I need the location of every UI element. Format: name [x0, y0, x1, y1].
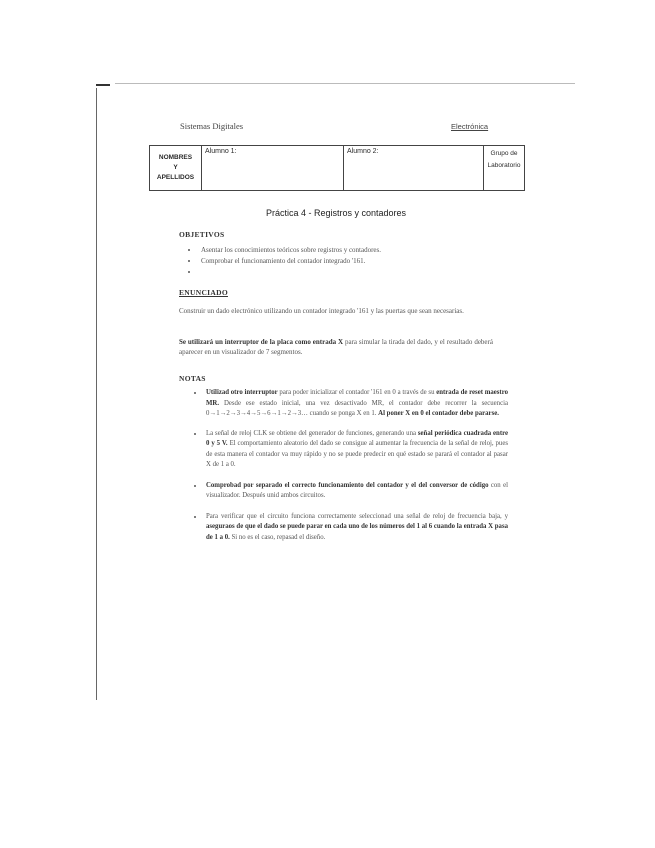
objetivo-item: • Asentar los conocimientos teóricos sobre registros y contadores. — [199, 245, 381, 256]
enunciado-paragraph-2 — [179, 337, 493, 357]
notas-list — [190, 388, 508, 543]
alumno1-label: Alumno 1: — [205, 148, 237, 155]
scan-mark — [96, 84, 110, 86]
nota4-text-c: Si no es el caso, repasad el diseño. — [229, 533, 326, 541]
page-title: Práctica 4 - Registros y contadores — [265, 208, 407, 218]
grupo-label-line1: Grupo de — [490, 150, 518, 157]
header-subject: Sistemas Digitales — [180, 121, 244, 131]
nota2-text-c: El comportamiento aleatorio del dado se consigue al aumentar la frecuencia de la señal de reloj, pues de esta manera el contador va muy rápido y no se puede predecir en qué estado se parará el contador al pasar X de 1 a 0. — [206, 440, 508, 468]
page-edge-line — [96, 88, 97, 700]
header-department: Electrónica — [451, 122, 489, 131]
nota-item-1 — [204, 388, 508, 420]
nota1-text-d: Desde ese estado inicial, una vez desactivado MR, el contador debe recorrer la secuencia 0→1→2→3→4→5→6→1→2→3… cuando se ponga X en 1. — [206, 399, 508, 417]
nota1-text-b: para poder inicializar el contador '161 en 0 a través de su — [277, 389, 437, 396]
nota-item-3 — [204, 481, 508, 502]
nota4-text-a: Para verificar que el circuito funciona correctamente seleccionad una señal de reloj de frecuencia baja, y — [206, 512, 508, 520]
names-label-line1: NOMBRES — [158, 154, 193, 161]
notas-heading: NOTAS — [179, 374, 206, 383]
nota-item-4 — [204, 512, 508, 544]
alumno2-cell[interactable] — [344, 146, 484, 191]
names-label-line3: APELLIDOS — [156, 174, 195, 181]
nota-item-2 — [204, 429, 508, 471]
objetivo-item-empty — [199, 267, 381, 278]
nota3-text-b: con el visualizador. Después unid ambos circuitos. — [206, 481, 508, 499]
objetivos-list — [185, 245, 381, 278]
nota4-bold-b: aseguraos de que el dado se puede parar en cada uno de los números del 1 al 6 cuando la entrada X pasa de 1 a 0. — [206, 523, 508, 541]
enunciado-p2-rest: para simular la tirada del dado, y el resultado deberá aparecer en un visualizador de 7 segmentos. — [179, 338, 493, 356]
nota2-text-a: La señal de reloj CLK se obtiene del generador de funciones, generando una — [206, 429, 418, 437]
page-top-rule — [115, 83, 575, 84]
alumno1-cell[interactable] — [202, 146, 344, 191]
nota1-bold-c: entrada de reset maestro MR. — [206, 389, 508, 407]
grupo-cell[interactable] — [484, 146, 525, 191]
enunciado-p2-bold: Se utilizará un interruptor de la placa como entrada X — [179, 338, 344, 346]
nota1-bold-a: Utilizad otro interruptor — [206, 389, 278, 396]
enunciado-heading: ENUNCIADO — [179, 288, 228, 297]
names-label-cell — [150, 146, 202, 191]
grupo-label-line2: Laboratorio — [487, 162, 521, 169]
names-label-line2: Y — [173, 164, 178, 171]
alumno2-label: Alumno 2: — [347, 148, 379, 155]
student-info-table — [149, 145, 525, 191]
enunciado-paragraph-1: Construir un dado electrónico utilizando un contador integrado '161 y las puertas que sean necesarias. — [179, 307, 464, 315]
objetivos-heading: OBJETIVOS — [179, 230, 225, 239]
nota3-bold-a: Comprobad por separado el correcto funcionamiento del contador y el del conversor de código — [206, 481, 489, 489]
nota1-bold-e: Al poner X en 0 el contador debe pararse. — [378, 410, 499, 417]
nota2-bold-b: señal periódica cuadrada entre 0 y 5 V. — [206, 429, 508, 447]
objetivo-item: • Comprobar el funcionamiento del contador integrado '161. — [199, 256, 381, 267]
